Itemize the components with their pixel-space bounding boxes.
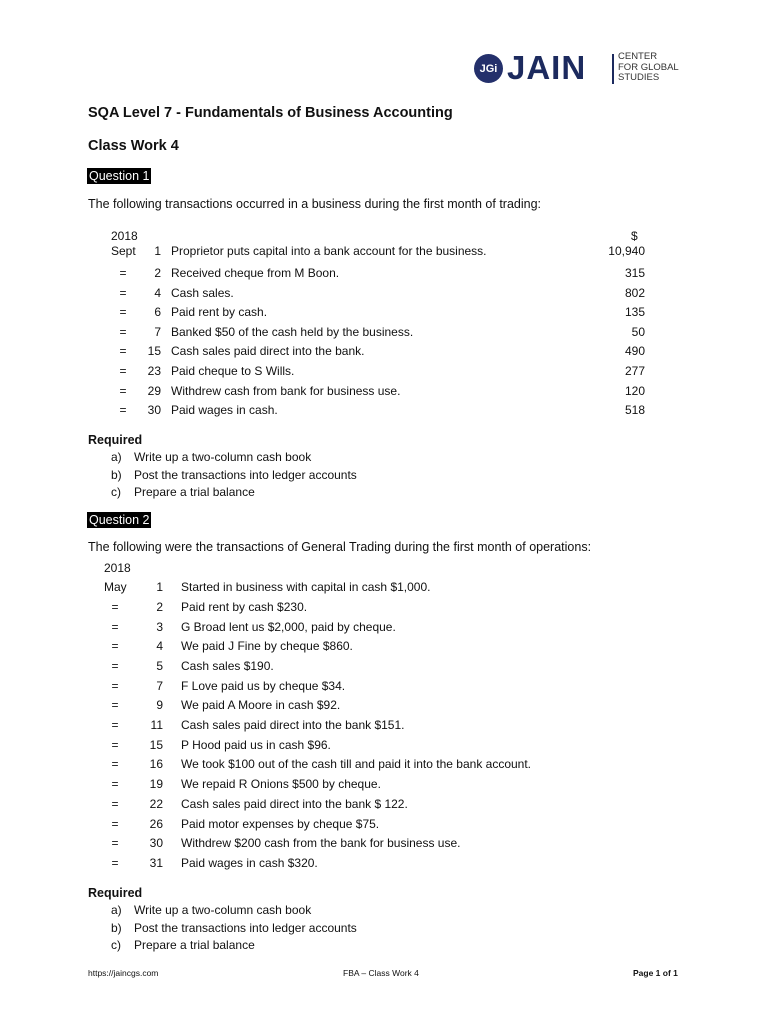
row-day: 29 bbox=[147, 384, 161, 398]
row-day: 30 bbox=[147, 403, 161, 417]
row-day: 16 bbox=[149, 757, 163, 771]
task-marker: b) bbox=[111, 921, 122, 935]
document-title: SQA Level 7 - Fundamentals of Business Accounting bbox=[88, 105, 453, 121]
row-day: 30 bbox=[149, 836, 163, 850]
task-marker: c) bbox=[111, 938, 121, 952]
row-description: F Love paid us by cheque $34. bbox=[181, 679, 346, 693]
row-description: Paid wages in cash $320. bbox=[181, 856, 318, 870]
logo-subtitle: CENTER FOR GLOBAL STUDIES bbox=[618, 51, 679, 83]
row-day: 1 bbox=[154, 244, 161, 258]
row-day: 31 bbox=[149, 856, 163, 870]
row-description: G Broad lent us $2,000, paid by cheque. bbox=[181, 620, 396, 634]
row-description: Paid wages in cash. bbox=[171, 403, 278, 417]
ditto-mark: = bbox=[111, 777, 119, 791]
task-text: Write up a two-column cash book bbox=[134, 903, 312, 917]
row-description: Banked $50 of the cash held by the business. bbox=[171, 325, 414, 339]
ditto-mark: = bbox=[111, 679, 119, 693]
ditto-mark: = bbox=[119, 266, 127, 280]
task-marker: a) bbox=[111, 450, 122, 464]
row-amount: 135 bbox=[624, 305, 645, 319]
row-day: 26 bbox=[149, 817, 163, 831]
row-day: 15 bbox=[147, 344, 161, 358]
row-day: 7 bbox=[154, 325, 161, 339]
question-1-intro: The following transactions occurred in a business during the first month of trading: bbox=[88, 197, 542, 211]
row-description: We took $100 out of the cash till and paid it into the bank account. bbox=[181, 757, 532, 771]
row-day: 4 bbox=[156, 639, 163, 653]
task-text: Prepare a trial balance bbox=[134, 938, 255, 952]
ditto-mark: = bbox=[111, 817, 119, 831]
footer-title: FBA – Class Work 4 bbox=[343, 968, 419, 978]
row-description: Withdrew cash from bank for business use. bbox=[171, 384, 401, 398]
month-label: May bbox=[104, 580, 127, 594]
task-marker: c) bbox=[111, 485, 121, 499]
month-label: Sept bbox=[111, 244, 136, 258]
row-day: 23 bbox=[147, 364, 161, 378]
row-day: 15 bbox=[149, 738, 163, 752]
row-description: Cash sales paid direct into the bank $ 122. bbox=[181, 797, 408, 811]
task-text: Post the transactions into ledger accounts bbox=[134, 468, 357, 482]
row-amount: 315 bbox=[624, 266, 645, 280]
ditto-mark: = bbox=[119, 364, 127, 378]
ditto-mark: = bbox=[119, 344, 127, 358]
row-amount: 518 bbox=[624, 403, 645, 417]
task-marker: a) bbox=[111, 903, 122, 917]
row-description: We repaid R Onions $500 by cheque. bbox=[181, 777, 381, 791]
classwork-title: Class Work 4 bbox=[88, 138, 179, 154]
ditto-mark: = bbox=[111, 600, 119, 614]
ditto-mark: = bbox=[111, 856, 119, 870]
row-description: Cash sales paid direct into the bank $151. bbox=[181, 718, 405, 732]
row-amount: 277 bbox=[624, 364, 645, 378]
logo-badge: JGi bbox=[474, 54, 503, 83]
row-description: We paid J Fine by cheque $860. bbox=[181, 639, 353, 653]
row-description: Cash sales paid direct into the bank. bbox=[171, 344, 365, 358]
ditto-mark: = bbox=[111, 639, 119, 653]
year-label: 2018 bbox=[111, 229, 138, 243]
row-day: 19 bbox=[149, 777, 163, 791]
row-description: Proprietor puts capital into a bank account for the business. bbox=[171, 244, 487, 258]
ditto-mark: = bbox=[119, 305, 127, 319]
row-description: P Hood paid us in cash $96. bbox=[181, 738, 331, 752]
footer-page-number: Page 1 of 1 bbox=[633, 968, 678, 978]
task-text: Write up a two-column cash book bbox=[134, 450, 312, 464]
row-description: We paid A Moore in cash $92. bbox=[181, 698, 341, 712]
row-day: 3 bbox=[156, 620, 163, 634]
ditto-mark: = bbox=[119, 325, 127, 339]
row-day: 9 bbox=[156, 698, 163, 712]
row-day: 2 bbox=[154, 266, 161, 280]
row-day: 6 bbox=[154, 305, 161, 319]
ditto-mark: = bbox=[119, 384, 127, 398]
row-description: Paid cheque to S Wills. bbox=[171, 364, 295, 378]
ditto-mark: = bbox=[111, 836, 119, 850]
currency-label: $ bbox=[631, 229, 638, 243]
ditto-mark: = bbox=[111, 698, 119, 712]
ditto-mark: = bbox=[111, 797, 119, 811]
ditto-mark: = bbox=[111, 718, 119, 732]
question-2-required: Required bbox=[88, 886, 143, 900]
ditto-mark: = bbox=[111, 620, 119, 634]
row-day: 22 bbox=[149, 797, 163, 811]
logo-divider bbox=[612, 54, 614, 84]
row-amount: 802 bbox=[624, 286, 645, 300]
footer-url[interactable]: https://jaincgs.com bbox=[88, 968, 159, 978]
year-label: 2018 bbox=[104, 561, 131, 575]
row-description: Received cheque from M Boon. bbox=[171, 266, 340, 280]
ditto-mark: = bbox=[111, 757, 119, 771]
row-description: Withdrew $200 cash from the bank for business use. bbox=[181, 836, 461, 850]
question-1-heading: Question 1 bbox=[89, 169, 150, 183]
question-1-required: Required bbox=[88, 433, 143, 447]
row-amount: 120 bbox=[624, 384, 645, 398]
row-day: 4 bbox=[154, 286, 161, 300]
task-text: Post the transactions into ledger accounts bbox=[134, 921, 357, 935]
row-day: 11 bbox=[150, 718, 163, 732]
row-description: Paid rent by cash $230. bbox=[181, 600, 308, 614]
ditto-mark: = bbox=[111, 738, 119, 752]
row-description: Started in business with capital in cash $1,000. bbox=[181, 580, 431, 594]
ditto-mark: = bbox=[119, 403, 127, 417]
row-amount: 50 bbox=[631, 325, 645, 339]
row-day: 5 bbox=[156, 659, 163, 673]
ditto-mark: = bbox=[111, 659, 119, 673]
task-text: Prepare a trial balance bbox=[134, 485, 255, 499]
row-amount: 490 bbox=[624, 344, 645, 358]
task-marker: b) bbox=[111, 468, 122, 482]
row-day: 1 bbox=[156, 580, 163, 594]
row-day: 2 bbox=[156, 600, 163, 614]
row-description: Paid motor expenses by cheque $75. bbox=[181, 817, 380, 831]
logo-name: JAIN bbox=[507, 49, 587, 86]
row-description: Cash sales. bbox=[171, 286, 234, 300]
question-2-heading: Question 2 bbox=[89, 513, 150, 527]
row-description: Cash sales $190. bbox=[181, 659, 274, 673]
row-amount: 10,940 bbox=[608, 244, 645, 258]
question-2-intro: The following were the transactions of General Trading during the first month of operations: bbox=[88, 540, 592, 554]
ditto-mark: = bbox=[119, 286, 127, 300]
row-day: 7 bbox=[156, 679, 163, 693]
row-description: Paid rent by cash. bbox=[171, 305, 268, 319]
